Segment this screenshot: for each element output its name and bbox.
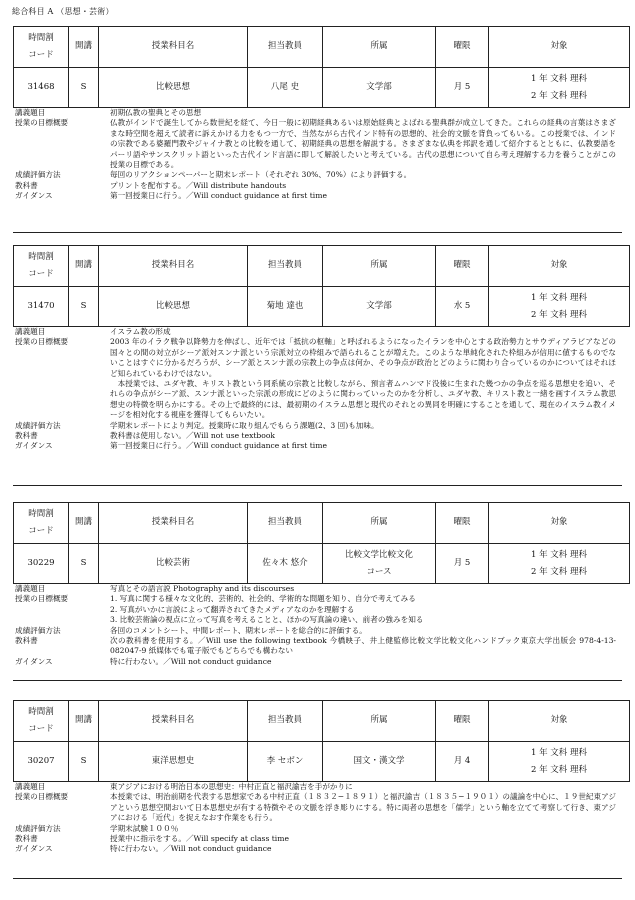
course-target: 1 年 文科 理科 2 年 文科 理科: [489, 544, 630, 584]
course-name: 比較思想: [99, 287, 248, 327]
label-guidance: ガイダンス: [15, 441, 53, 451]
lecture-title: 写真とその語言説 Photography and its discourses: [110, 584, 295, 593]
course-lecture: S: [69, 544, 99, 584]
course-lecture: S: [69, 742, 99, 782]
label-guidance: ガイダンス: [15, 844, 53, 854]
header-day: 曜限: [436, 701, 489, 742]
course-target: 1 年 文科 理科 2 年 文科 理科: [489, 287, 630, 327]
goals-text: 2003 年のイラク戦争以降勢力を伸ばし、近年では「抵抗の枢軸」と呼ばれるようになったイランを中心とする政治勢力とサウディアラビアなどの国々との間の対立がシーア派対スンナ派という宗派対立の枠組みで語られることが増えた。このような単純化された枠組みが信用に値するものでないことはすぐに分かるだろうが、シーア派とスンナ派の宗教上の争点は何か、その争点が政治とどのように関わり合っているのかについてはそれほど知られているわけではない。 本授業では、ユダヤ教、キリスト教という同系統の宗教と比較しながら、預言者ムハンマド没後に生まれた幾つかの争点を巡る思想史を追い、それらの争点がシーア派、スンナ派といった宗派の形成にどのように関わっていったのかを分析し、ユダヤ教、キリスト教と一緒を画すイスラム教思想史の特徴を明らかにする。その上で最終的には、最初期のイスラム思想と現代のそれとの異同を明確にすることを通して、現在のイスラム教イメージを相対化する視座を獲得してもらいたい。: [110, 337, 616, 420]
guidance-text: 第一回授業日に行う。／Will conduct guidance at first time: [110, 441, 327, 451]
header-affiliation: 所属: [323, 701, 436, 742]
label-title: 講義題目: [15, 327, 46, 336]
label-guidance: ガイダンス: [15, 656, 53, 666]
course-block: [13, 245, 622, 486]
course-detail: [13, 327, 622, 486]
course-name: 東洋思想史: [99, 742, 248, 782]
header-lecture: 開講: [69, 27, 99, 68]
label-grading: 成績評価方法: [15, 420, 61, 430]
lecture-title: 初期仏教の聖典とその思想: [110, 108, 202, 117]
course-block: [13, 502, 622, 681]
header-affiliation: 所属: [323, 27, 436, 68]
grading-text: 学期末試験１００％: [110, 823, 179, 833]
label-title: 講義題目: [15, 108, 46, 117]
label-grading: 成績評価方法: [15, 823, 61, 833]
course-affiliation: 文学部: [323, 287, 436, 327]
course-target: 1 年 文科 理科 2 年 文科 理科: [489, 742, 630, 782]
label-textbook: 教科書: [15, 834, 38, 844]
label-textbook: 教科書: [15, 431, 38, 441]
label-grading: 成績評価方法: [15, 170, 61, 180]
header-time-code: 時間割 コード: [14, 701, 69, 742]
grading-text: 学期末レポートにより判定。授業時に取り組んでもらう課題(2、3 回)も加味。: [110, 420, 379, 430]
course-day: 水 5: [436, 287, 489, 327]
course-header-table: [13, 26, 630, 108]
course-affiliation: 比較文学比較文化 コース: [323, 544, 436, 584]
header-day: 曜限: [436, 27, 489, 68]
textbook-text: 次の教科書を使用する。／Will use the following textbook 今橋映子、井上健監修比較文学比較文化ハンドブック東京大学出版会 978-4-13-082047-9 紙媒体でも電子版でもどちらでも構わない: [110, 636, 616, 656]
course-code: 30207: [14, 742, 69, 782]
label-textbook: 教科書: [15, 636, 38, 646]
course-name: 比較思想: [99, 68, 248, 108]
textbook-text: 授業中に指示をする。／Will specify at class time: [110, 834, 289, 844]
page-header: 総合科目 A （思想・芸術）: [12, 7, 114, 16]
course-code: 31470: [14, 287, 69, 327]
header-teacher: 担当教員: [248, 27, 323, 68]
course-teacher: 李 セボン: [248, 742, 323, 782]
course-day: 月 4: [436, 742, 489, 782]
label-guidance: ガイダンス: [15, 191, 53, 201]
label-title: 講義題目: [15, 782, 46, 791]
grading-text: 各回のコメントシート、中間レポート、期末レポートを総合的に評価する。: [110, 625, 367, 635]
course-name: 比較芸術: [99, 544, 248, 584]
textbook-text: 教科書は使用しない。／Will not use textbook: [110, 431, 276, 441]
header-course-name: 授業科目名: [99, 27, 248, 68]
label-goals: 授業の目標概要: [15, 337, 69, 347]
header-time-code: 時間割 コード: [14, 27, 69, 68]
course-detail: [13, 584, 622, 681]
guidance-text: 第一回授業日に行う。／Will conduct guidance at first time: [110, 191, 327, 201]
header-target: 対象: [489, 27, 630, 68]
lecture-title: イスラム教の形成: [110, 327, 171, 336]
header-lecture: 開講: [69, 701, 99, 742]
label-goals: 授業の目標概要: [15, 118, 69, 128]
header-day: 曜限: [436, 246, 489, 287]
label-goals: 授業の目標概要: [15, 792, 69, 802]
header-target: 対象: [489, 503, 630, 544]
guidance-text: 特に行わない。／Will not conduct guidance: [110, 656, 272, 666]
header-day: 曜限: [436, 503, 489, 544]
header-affiliation: 所属: [323, 246, 436, 287]
course-header-table: [13, 245, 630, 327]
header-time-code: 時間割 コード: [14, 246, 69, 287]
textbook-text: プリントを配布する。／Will distribute handouts: [110, 180, 287, 190]
course-header-table: [13, 700, 630, 782]
header-course-name: 授業科目名: [99, 246, 248, 287]
lecture-title: 東アジアにおける明治日本の思想史：中村正直と福沢諭吉を手がかりに: [110, 782, 353, 791]
course-teacher: 菊地 達也: [248, 287, 323, 327]
course-affiliation: 国文・漢文学: [323, 742, 436, 782]
header-course-name: 授業科目名: [99, 701, 248, 742]
goals-text: 仏教がインドで誕生してから数世紀を経て、今日一般に初期経典あるいは原始経典とよばれる聖典群が成立してきた。これらの経典の言葉はさまざまな時空間を超えて読者に訴えかける力をもつ一方で、当然ながら古代インド特有の思想的、社会的文脈を背負ってもいる。この授業では、インドの宗教である婆羅門教やジャイナ教との比較を通して、初期経典の思想を解説する。さまざまな仏典を邦訳を通して紹介するとともに、仏教要語をパーリ語やサンスクリット語といった古代インド言語に即して解説したいと考えている。古代の思想について自ら考え理解する力を養うことがこの授業の目標である。: [110, 118, 616, 170]
course-day: 月 5: [436, 68, 489, 108]
header-target: 対象: [489, 701, 630, 742]
course-target: 1 年 文科 理科 2 年 文科 理科: [489, 68, 630, 108]
header-affiliation: 所属: [323, 503, 436, 544]
course-detail: [13, 782, 622, 879]
course-detail: [13, 108, 622, 233]
course-code: 31468: [14, 68, 69, 108]
label-grading: 成績評価方法: [15, 625, 61, 635]
goals-text: 本授業では、明治前期を代表する思想家である中村正直（１８３２−１８９１）と福沢諭吉（１８３５−１９０１）の議論を中心に、１９世紀東アジアという思想空間おいて日本思想史が有する特徴やその文脈を浮き彫りにする。特に両者の思想を「儒学」という軸を立てて考察して行き、東アジアにおける「近代」を捉えなおす作業をも行う。: [110, 792, 617, 823]
header-teacher: 担当教員: [248, 503, 323, 544]
header-teacher: 担当教員: [248, 701, 323, 742]
header-lecture: 開講: [69, 246, 99, 287]
header-teacher: 担当教員: [248, 246, 323, 287]
course-block: [13, 26, 622, 233]
header-target: 対象: [489, 246, 630, 287]
course-header-table: [13, 502, 630, 584]
header-course-name: 授業科目名: [99, 503, 248, 544]
header-lecture: 開講: [69, 503, 99, 544]
label-title: 講義題目: [15, 584, 46, 593]
goals-text: 1. 写真に関する様々な文化的、芸術的、社会的、学術的な問題を知り、自分で考えてみる 2. 写真がいかに言説によって翻弄されてきたメディアなのかを理解する 3. 比較芸術論の視点に立って写真を考えることと、ほかの写真論の違い、前者の強みを知る: [110, 594, 424, 625]
header-time-code: 時間割 コード: [14, 503, 69, 544]
course-lecture: S: [69, 68, 99, 108]
course-block: [13, 700, 622, 879]
course-teacher: 佐々木 悠介: [248, 544, 323, 584]
guidance-text: 特に行わない。／Will not conduct guidance: [110, 844, 272, 854]
course-teacher: 八尾 史: [248, 68, 323, 108]
course-lecture: S: [69, 287, 99, 327]
course-day: 月 5: [436, 544, 489, 584]
label-goals: 授業の目標概要: [15, 594, 69, 604]
course-code: 30229: [14, 544, 69, 584]
label-textbook: 教科書: [15, 180, 38, 190]
grading-text: 毎回のリアクションペーパーと期末レポート（それぞれ 30%、70%）により評価する。: [110, 170, 412, 180]
course-affiliation: 文学部: [323, 68, 436, 108]
